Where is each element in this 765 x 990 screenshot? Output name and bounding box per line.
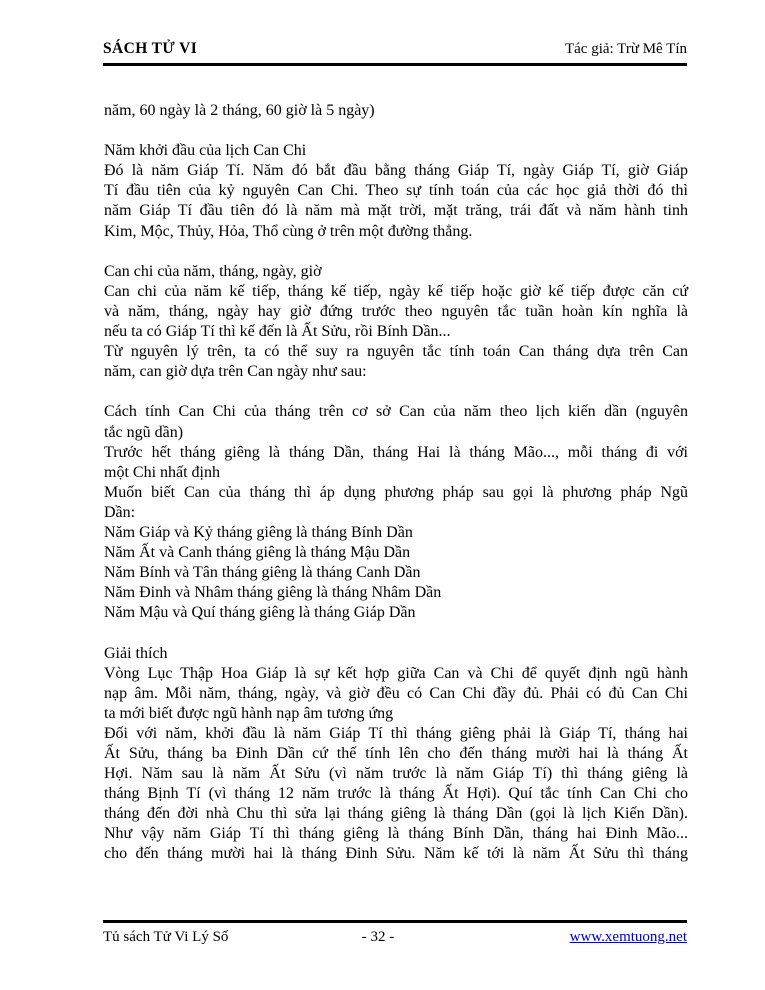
text-line: Đối với năm, khởi đầu là năm Giáp Tí thì tháng giêng phải là Giáp Tí, tháng hai [104,724,688,742]
text-line: Hợi. Năm sau là năm Ất Sửu (vì năm trước là năm Giáp Tí) thì tháng giêng là [104,765,688,783]
page-footer [103,920,687,949]
book-title: SÁCH TỬ VI [103,40,198,57]
text-line: Đó là năm Giáp Tí. Năm đó bắt đầu bằng tháng Giáp Tí, ngày Giáp Tí, giờ Giáp [104,162,688,180]
text-line: Trước hết tháng giêng là tháng Dần, tháng Hai là tháng Mão..., mỗi tháng đi với [104,443,688,461]
text-line: năm, can giờ dựa trên Can ngày như sau: [104,363,367,381]
text-line: ta mới biết được ngũ hành nạp âm tương ứng [104,704,394,722]
text-line [104,623,688,643]
text-line: Can chi của năm, tháng, ngày, giờ [104,262,322,280]
text-line: Năm Mậu và Quí tháng giêng là tháng Giáp Dần [104,604,416,622]
text-line: tháng đến đời nhà Chu thì sửa lại tháng giêng là tháng Dần (gọi là lịch Kiến Dần). [104,805,688,823]
text-line: Ất Sửu, tháng ba Đinh Dần cứ thế tính lên cho đến tháng mười hai là tháng Ất [104,745,688,762]
page-body-text [104,101,688,865]
text-line: Kim, Mộc, Thủy, Hỏa, Thổ cùng ở trên một đường thẳng. [104,222,473,240]
text-line: một Chi nhất định [104,463,220,481]
text-line [104,242,688,262]
text-line: Năm Ất và Canh tháng giêng là tháng Mậu Dần [104,544,411,562]
text-line: Năm khởi đầu của lịch Can Chi [104,142,307,160]
text-line: Vòng Lục Thập Hoa Giáp là sự kết hợp giữa Can và Chi để quyết định ngũ hành [104,664,688,682]
text-line: Năm Đinh và Nhâm tháng giêng là tháng Nhâm Dần [104,584,442,602]
text-line: Muốn biết Can của tháng thì áp dụng phương pháp sau gọi là phương pháp Ngũ [104,483,688,501]
text-line: Như vậy năm Giáp Tí thì tháng giêng là tháng Bính Dần, tháng hai Đinh Mão... [104,825,688,843]
footer-link-wrap [570,929,687,946]
text-line: nếu ta có Giáp Tí thì kế đến là Ất Sửu, rồi Bính Dần... [104,323,451,341]
text-line: năm Giáp Tí đầu tiên đó là năm mà mặt trời, mặt trăng, trái đất và năm hành tinh [104,202,688,220]
footer-row [103,929,687,949]
text-line: Dần: [104,503,136,521]
text-line: Cách tính Can Chi của tháng trên cơ sở Can của năm theo lịch kiến dần (nguyên [104,403,688,421]
text-line: tháng Bịnh Tí (vì tháng 12 năm trước là tháng Ất Hợi). Quí tắc tính Can Chi cho [104,785,688,803]
text-line: Tí đầu tiên của kỷ nguyên Can Chi. Theo sự tính toán của các học giả thời đó thì [104,182,688,200]
text-line [104,121,688,141]
text-line: và năm, tháng, ngày hay giờ đứng trước theo nguyên tắc tuần hoàn kín nghĩa là [104,302,688,320]
page-number: - 32 - [361,929,395,945]
footer-series-title: Tủ sách Tử Vi Lý Số [103,929,229,945]
text-line: cho đến tháng mười hai là tháng Đinh Sửu. Năm kế tới là năm Ất Sửu thì tháng [104,845,688,863]
text-line: Năm Giáp và Kỷ tháng giêng là tháng Bính Dần [104,523,413,541]
text-line: Can chi của năm kế tiếp, tháng kế tiếp, ngày kế tiếp hoặc giờ kế tiếp được căn cứ [104,282,688,300]
text-line: Năm Bính và Tân tháng giêng là tháng Canh Dần [104,564,421,582]
author-label: Tác giả: Trừ Mê Tín [564,41,687,57]
text-line: năm, 60 ngày là 2 tháng, 60 giờ là 5 ngày) [104,102,375,119]
text-line: nạp âm. Mỗi năm, tháng, ngày, và giờ đều có Can Chi đầy đủ. Phải có đủ Can Chi [104,684,688,702]
page-header [103,40,687,66]
text-line: Giải thích [104,644,168,662]
text-line: Từ nguyên lý trên, ta có thể suy ra nguyên tắc tính toán Can tháng dựa trên Can [104,343,688,361]
text-line: tắc ngũ dần) [104,423,184,441]
website-link[interactable]: www.xemtuong.net [569,929,687,945]
text-line [104,382,688,402]
